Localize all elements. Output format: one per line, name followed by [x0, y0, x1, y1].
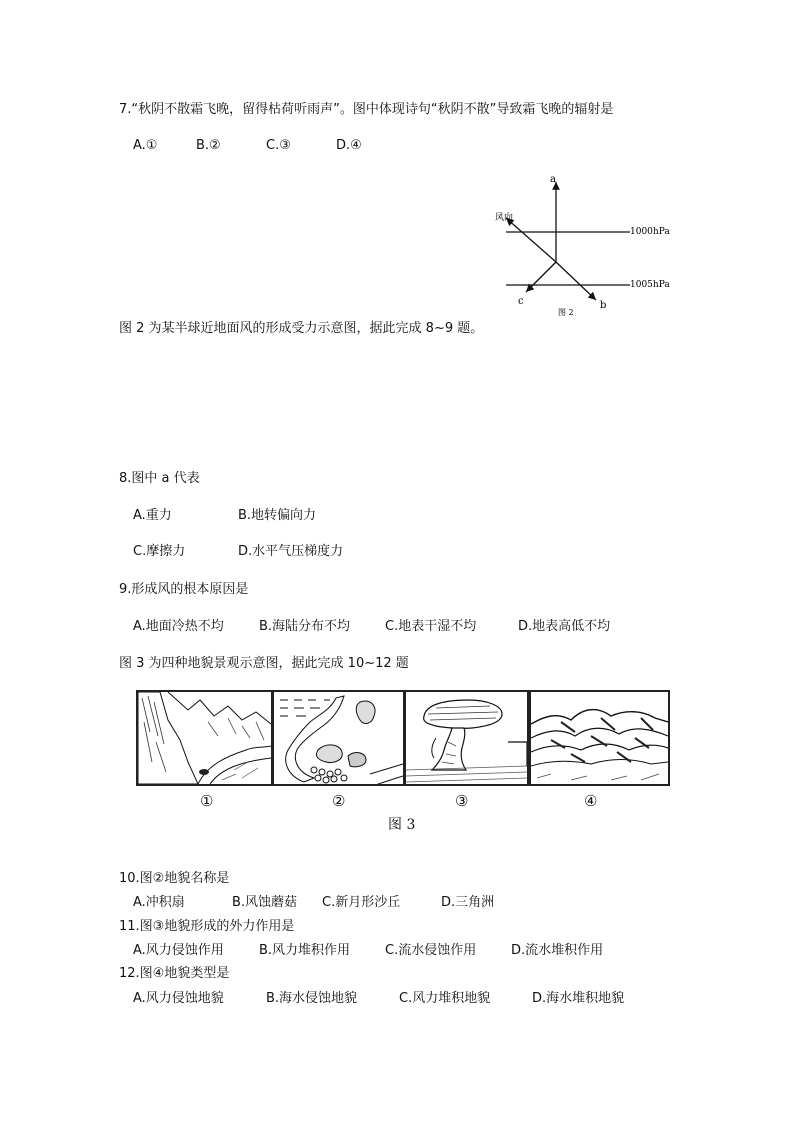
q7-option-a[interactable]: A.①: [133, 138, 158, 153]
landform-panel-3: [404, 690, 529, 786]
landform-panel-4: [529, 690, 670, 786]
label-1000hpa: 1000hPa: [630, 227, 670, 237]
q11-option-d[interactable]: D.流水堆积作用: [511, 943, 604, 958]
figure-2-caption: 图 2: [558, 308, 574, 317]
q11-option-c[interactable]: C.流水侵蚀作用: [385, 943, 477, 958]
panel-label-1: ①: [200, 792, 214, 810]
intro-fig2: 图 2 为某半球近地面风的形成受力示意图，据此完成 8~9 题。: [119, 321, 484, 336]
q12-option-a[interactable]: A.风力侵蚀地貌: [133, 991, 224, 1006]
q9-option-b[interactable]: B.海陆分布不均: [259, 619, 351, 634]
q12-stem: 12.图④地貌类型是: [119, 966, 230, 981]
q12-option-c[interactable]: C.风力堆积地貌: [399, 991, 491, 1006]
label-wind: 风向: [495, 213, 514, 223]
figure-3-caption: 图 3: [388, 817, 416, 833]
force-c-arrow: [526, 262, 556, 292]
q9-option-a[interactable]: A.地面冷热不均: [133, 619, 224, 634]
q8-option-c[interactable]: C.摩擦力: [133, 544, 186, 559]
force-b-arrow: [556, 262, 596, 300]
q10-option-b[interactable]: B.风蚀蘑菇: [232, 895, 298, 910]
q7-option-b[interactable]: B.②: [196, 138, 221, 153]
panel-label-3: ③: [455, 792, 469, 810]
q10-option-c[interactable]: C.新月形沙丘: [322, 895, 401, 910]
q7-option-c[interactable]: C.③: [266, 138, 291, 153]
label-a: a: [550, 174, 556, 185]
q8-option-a[interactable]: A.重力: [133, 508, 172, 523]
q8-option-b[interactable]: B.地转偏向力: [238, 508, 317, 523]
q10-stem: 10.图②地貌名称是: [119, 871, 230, 886]
q7-option-d[interactable]: D.④: [336, 138, 362, 153]
q11-option-b[interactable]: B.风力堆积作用: [259, 943, 351, 958]
q10-option-d[interactable]: D.三角洲: [441, 895, 495, 910]
sand-dunes-illustration: [531, 692, 668, 784]
q9-option-d[interactable]: D.地表高低不均: [518, 619, 611, 634]
figure-2-force-diagram: [492, 170, 682, 320]
delta-map-illustration: [274, 692, 403, 784]
intro-fig3: 图 3 为四种地貌景观示意图，据此完成 10~12 题: [119, 656, 409, 671]
q9-option-c[interactable]: C.地表干湿不均: [385, 619, 477, 634]
q9-stem: 9.形成风的根本原因是: [119, 582, 249, 597]
alluvial-valley-illustration: [138, 692, 271, 784]
mushroom-rock-illustration: [406, 692, 527, 784]
panel-label-4: ④: [584, 792, 598, 810]
label-1005hpa: 1005hPa: [630, 280, 670, 290]
q8-option-d[interactable]: D.水平气压梯度力: [238, 544, 344, 559]
q12-option-d[interactable]: D.海水堆积地貌: [532, 991, 625, 1006]
q11-stem: 11.图③地貌形成的外力作用是: [119, 919, 295, 934]
label-b: b: [600, 300, 607, 311]
landform-panel-2: [272, 690, 405, 786]
q7-stem: 7.“秋阴不散霜飞晚，留得枯荷听雨声”。图中体现诗句“秋阴不散”导致霜飞晚的辐射是: [119, 102, 614, 117]
q8-stem: 8.图中 a 代表: [119, 471, 200, 486]
q10-option-a[interactable]: A.冲积扇: [133, 895, 185, 910]
wind-direction-arrow: [506, 218, 556, 262]
landform-panel-1: [136, 690, 273, 786]
panel-label-2: ②: [332, 792, 346, 810]
label-c: c: [518, 296, 524, 307]
q11-option-a[interactable]: A.风力侵蚀作用: [133, 943, 224, 958]
q12-option-b[interactable]: B.海水侵蚀地貌: [266, 991, 358, 1006]
